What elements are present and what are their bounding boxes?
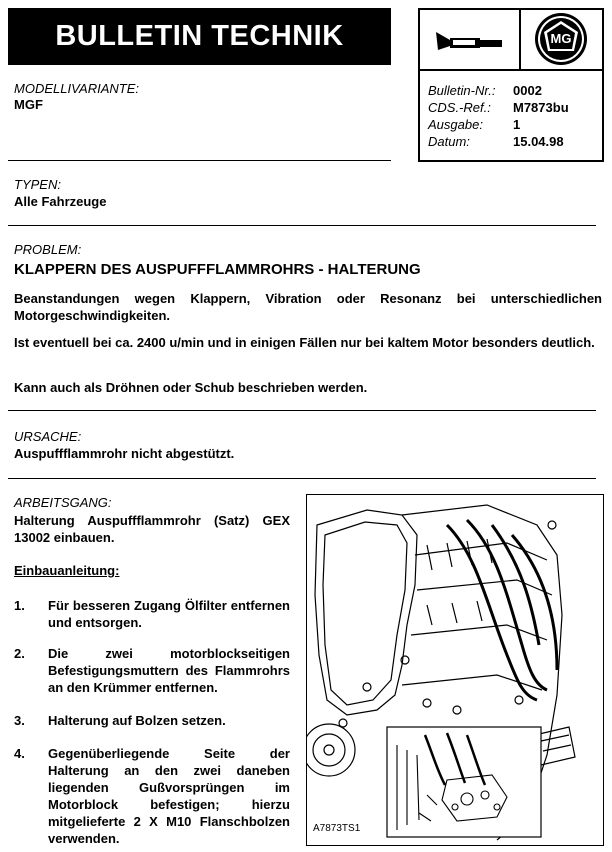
problem-label: PROBLEM: <box>14 242 82 257</box>
divider <box>8 410 596 411</box>
figure-caption: A7873TS1 <box>313 823 361 834</box>
engine-illustration <box>306 494 604 846</box>
instructions-heading: Einbauanleitung: <box>14 563 120 578</box>
divider <box>8 225 596 226</box>
meta-value: 15.04.98 <box>513 134 564 149</box>
arbeitsgang-value: Halterung Auspuffflammrohr (Satz) GEX 13002 einbauen. <box>14 513 290 545</box>
step-text: Für besseren Zugang Ölfilter entfernen und entsorgen. <box>48 598 290 630</box>
problem-paragraph: Kann auch als Dröhnen oder Schub beschrieben werden. <box>14 380 368 395</box>
meta-label: Ausgabe: <box>428 117 483 132</box>
meta-label: CDS.-Ref.: <box>428 100 491 115</box>
problem-paragraph: Ist eventuell bei ca. 2400 u/min und in einigen Fällen nur bei kaltem Motor besonders deutlich. <box>14 335 595 350</box>
mg-logo-text: MG <box>550 31 572 46</box>
meta-value: M7873bu <box>513 100 569 115</box>
step-number: 4. <box>14 746 25 761</box>
step-text: Halterung auf Bolzen setzen. <box>48 713 226 728</box>
meta-value: 0002 <box>513 83 542 98</box>
divider <box>8 478 596 479</box>
meta-value: 1 <box>513 117 521 132</box>
arbeitsgang-label: ARBEITSGANG: <box>14 495 112 510</box>
typen-label: TYPEN: <box>14 177 61 192</box>
bulletin-title: BULLETIN TECHNIK <box>8 8 391 65</box>
step-number: 2. <box>14 646 25 661</box>
model-variant-value: MGF <box>14 97 43 112</box>
engine-drawing-icon <box>307 495 603 845</box>
meta-label: Datum: <box>428 134 470 149</box>
step-number: 1. <box>14 598 25 613</box>
step-number: 3. <box>14 713 25 728</box>
ursache-value: Auspuffflammrohr nicht abgestützt. <box>14 446 235 461</box>
problem-heading: KLAPPERN DES AUSPUFFFLAMMROHRS - HALTERUNG <box>14 261 421 278</box>
bulletin-info-box <box>418 8 604 162</box>
logo-strip <box>420 10 602 71</box>
step-text: Gegenüberliegende Seite der Halterung an den zwei daneben liegenden Gußvorsprüngen im Motorblock befestigen; hierzu mitgelieferte 2 X M10 Flanschbolzen verwenden. <box>48 746 290 846</box>
mg-logo-icon <box>521 10 601 69</box>
ursache-label: URSACHE: <box>14 429 82 444</box>
typen-value: Alle Fahrzeuge <box>14 194 107 209</box>
divider <box>8 160 391 161</box>
model-variant-label: MODELLIVARIANTE: <box>14 81 139 96</box>
meta-label: Bulletin-Nr.: <box>428 83 496 98</box>
problem-paragraph: Beanstandungen wegen Klappern, Vibration oder Resonanz bei unterschiedlichen Motorgeschwindigkeiten. <box>14 291 602 323</box>
step-text: Die zwei motorblockseitigen Befestigungsmuttern des Flammrohrs an den Krümmer entfernen. <box>48 646 290 695</box>
